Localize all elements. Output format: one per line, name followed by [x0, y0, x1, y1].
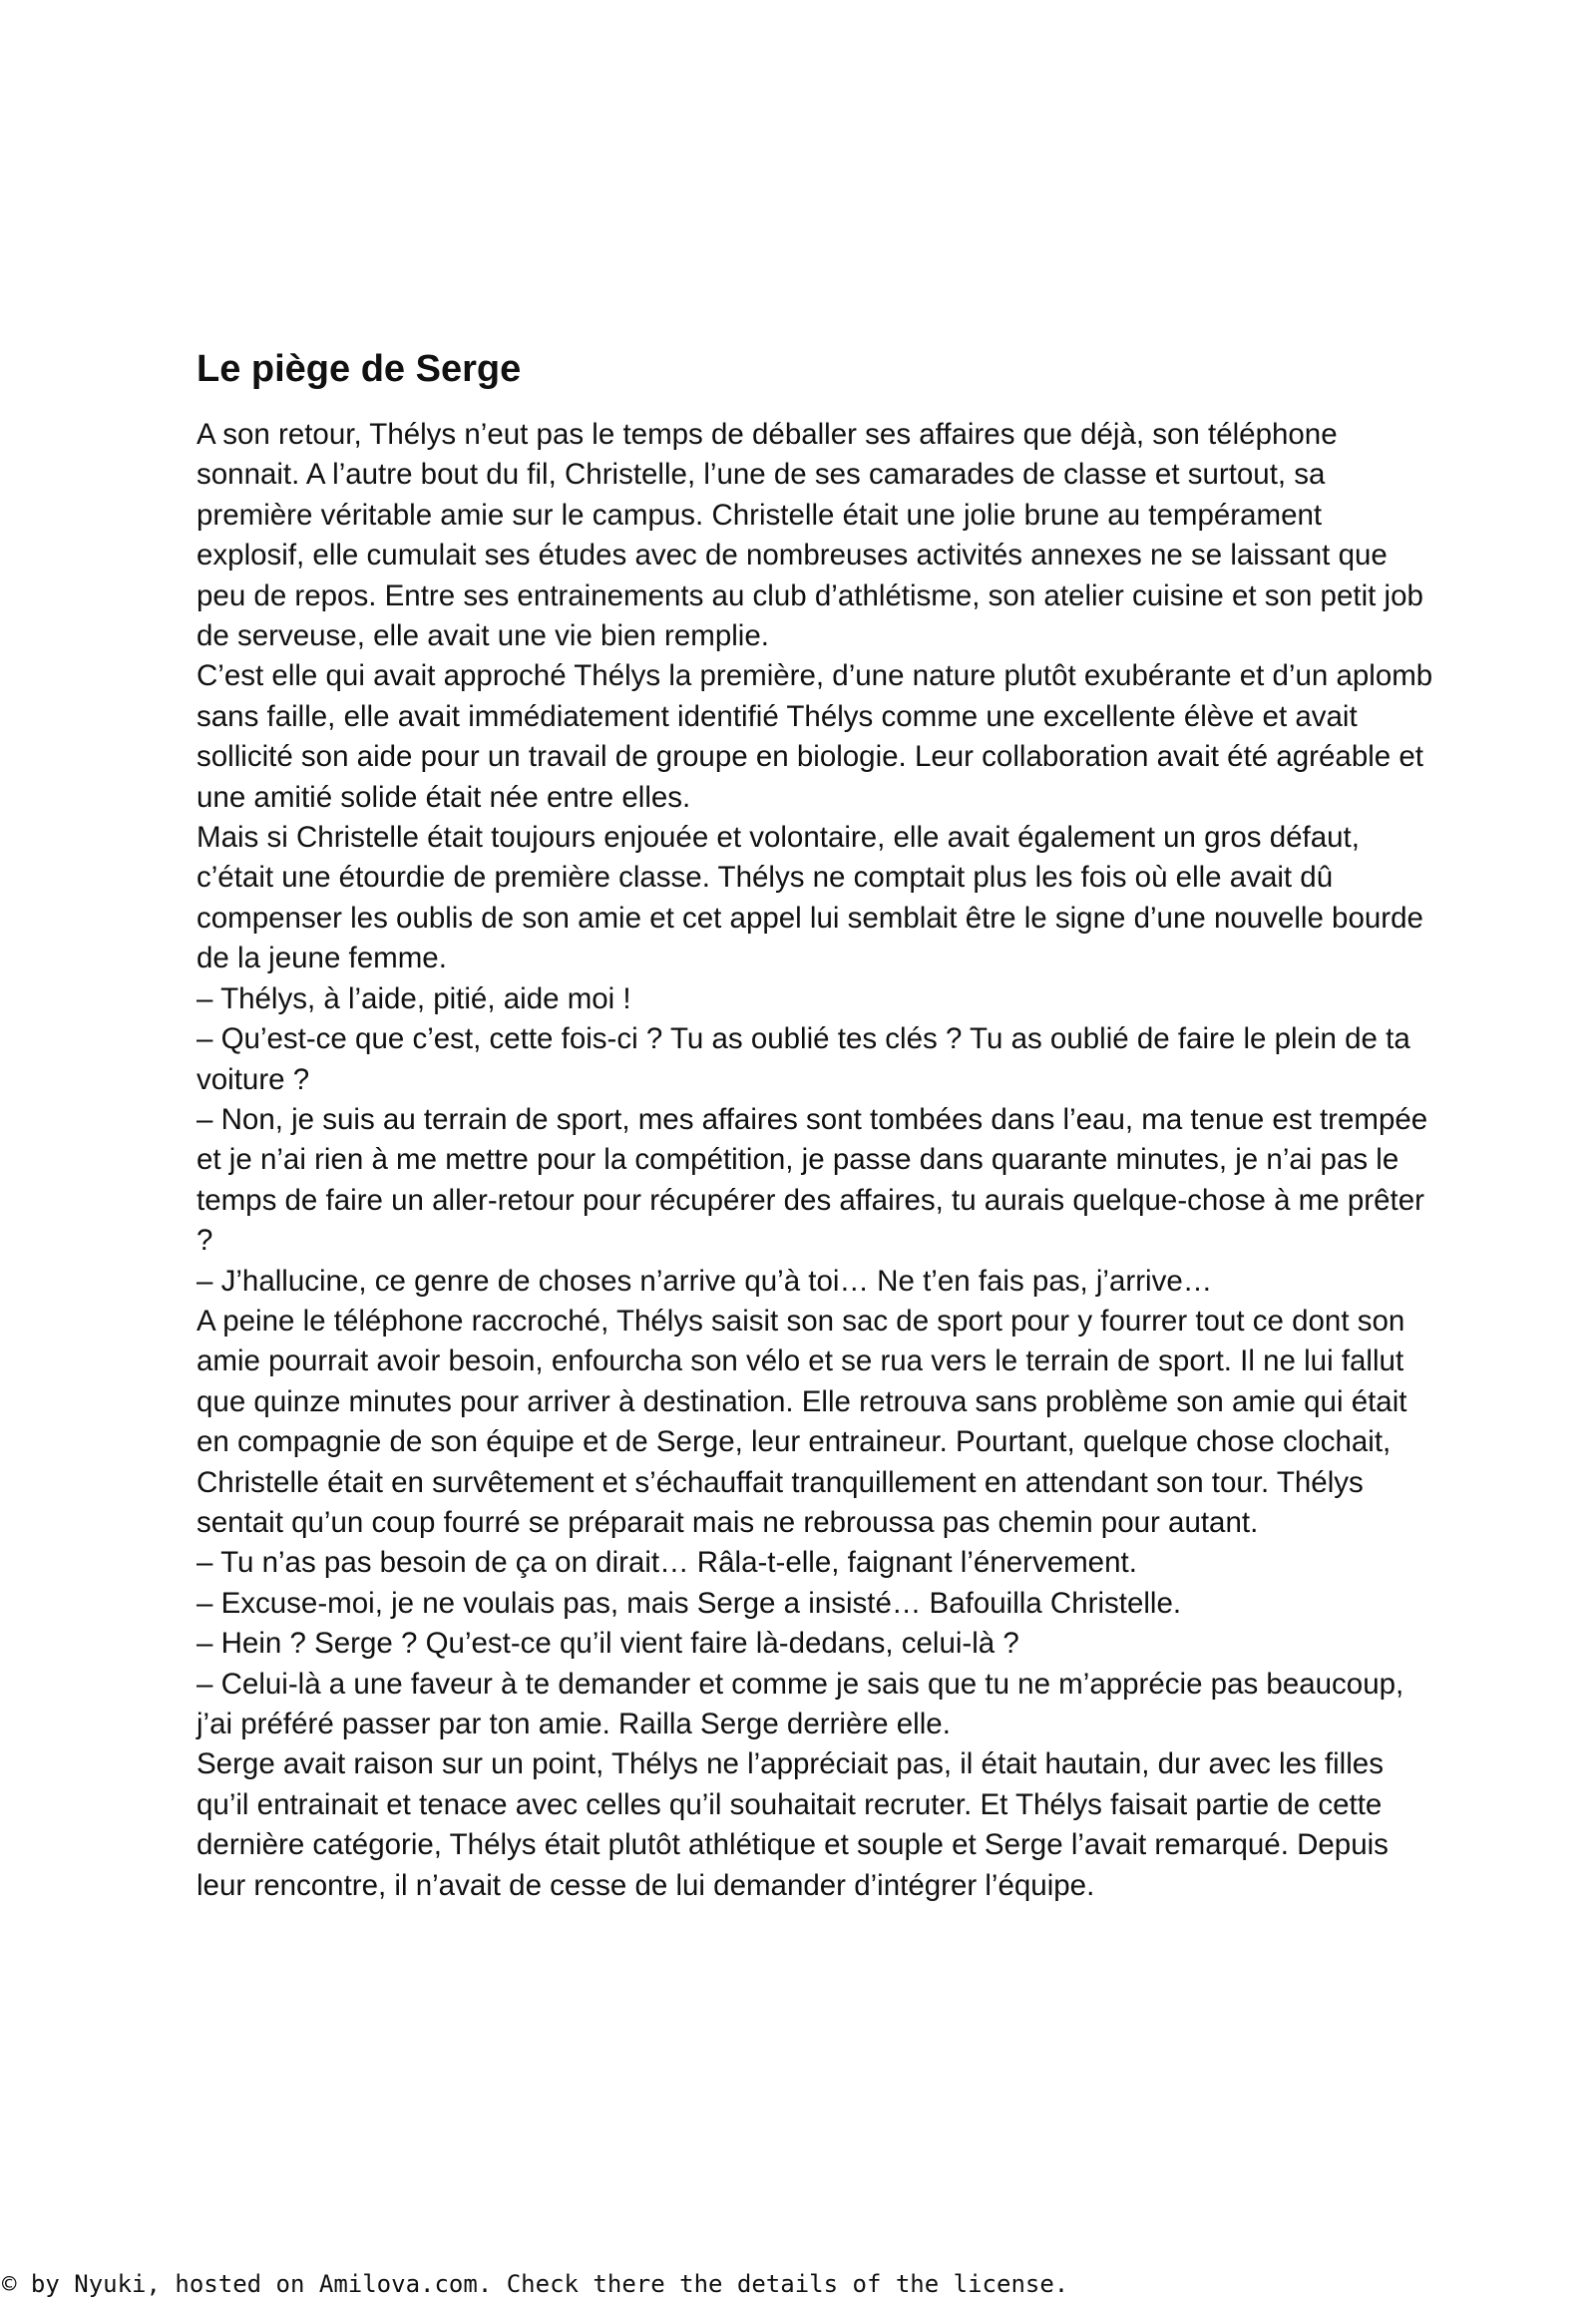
dialogue-line: – Qu’est-ce que c’est, cette fois-ci ? Tu as oublié tes clés ? Tu as oublié de faire le plein de ta voiture ? [197, 1022, 1410, 1096]
paragraph: A peine le téléphone raccroché, Thélys saisit son sac de sport pour y fourrer tout ce dont son amie pourrait avoir besoin, enfourcha son vélo et se rua vers le terrain de sport. Il ne lui fallut que quinze minutes pour arriver à destination. Elle retrouva sans problème son amie qui était en compagnie de son équipe et de Serge, leur entraineur. Pourtant, quelque chose clochait, Christelle était en survêtement et s’échauffait tranquillement en attendant son tour. Thélys sentait qu’un coup fourré se préparait mais ne rebroussa pas chemin pour autant. [197, 1304, 1407, 1539]
dialogue-line: – Celui-là a une faveur à te demander et comme je sais que tu ne m’apprécie pas beaucoup, j’ai préféré passer par ton amie. Railla Serge derrière elle. [197, 1667, 1404, 1740]
paragraph: C’est elle qui avait approché Thélys la première, d’une nature plutôt exubérante et d’un aplomb sans faille, elle avait immédiatement identifié Thélys comme une excellente élève et avait sollicité son aide pour un travail de groupe en biologie. Leur collaboration avait été agréable et une amitié solide était née entre elles. [197, 659, 1433, 814]
document-body [197, 415, 1433, 1906]
dialogue-line: – Thélys, à l’aide, pitié, aide moi ! [197, 981, 631, 1015]
dialogue-line: – Tu n’as pas besoin de ça on dirait… Râla-t-elle, faignant l’énervement. [197, 1546, 1137, 1580]
dialogue-line: – Non, je suis au terrain de sport, mes affaires sont tombées dans l’eau, ma tenue est trempée et je n’ai rien à me mettre pour la compétition, je passe dans quarante minutes, je n’ai pas le temps de faire un aller-retour pour récupérer des affaires, tu aurais quelque-chose à me prêter ? [197, 1102, 1428, 1258]
license-footer: © by Nyuki, hosted on Amilova.com. Check there the details of the license. [2, 2270, 1069, 2298]
paragraph: Mais si Christelle était toujours enjouée et volontaire, elle avait également un gros défaut, c’était une étourdie de première classe. Thélys ne comptait plus les fois où elle avait dû compenser les oublis de son amie et cet appel lui semblait être le signe d’une nouvelle bourde de la jeune femme. [197, 821, 1423, 975]
paragraph: A son retour, Thélys n’eut pas le temps de déballer ses affaires que déjà, son téléphone sonnait. A l’autre bout du fil, Christelle, l’une de ses camarades de classe et surtout, sa première véritable amie sur le campus. Christelle était une jolie brune au tempérament explosif, elle cumulait ses études avec de nombreuses activités annexes ne se laissant que peu de repos. Entre ses entrainements au club d’athlétisme, son atelier cuisine et son petit job de serveuse, elle avait une vie bien remplie. [197, 418, 1423, 653]
dialogue-line: – J’hallucine, ce genre de choses n’arrive qu’à toi… Ne t’en fais pas, j’arrive… [197, 1264, 1213, 1298]
paragraph: Serge avait raison sur un point, Thélys ne l’appréciait pas, il était hautain, dur avec les filles qu’il entrainait et tenace avec celles qu’il souhaitait recruter. Et Thélys faisait partie de cette dernière catégorie, Thélys était plutôt athlétique et souple et Serge l’avait remarqué. Depuis leur rencontre, il n’avait de cesse de lui demander d’intégrer l’équipe. [197, 1747, 1389, 1902]
dialogue-line: – Hein ? Serge ? Qu’est-ce qu’il vient faire là-dedans, celui-là ? [197, 1627, 1019, 1661]
dialogue-line: – Excuse-moi, je ne voulais pas, mais Serge a insisté… Bafouilla Christelle. [197, 1586, 1182, 1620]
document-content [197, 345, 1433, 1906]
document-title: Le piège de Serge [197, 348, 522, 390]
